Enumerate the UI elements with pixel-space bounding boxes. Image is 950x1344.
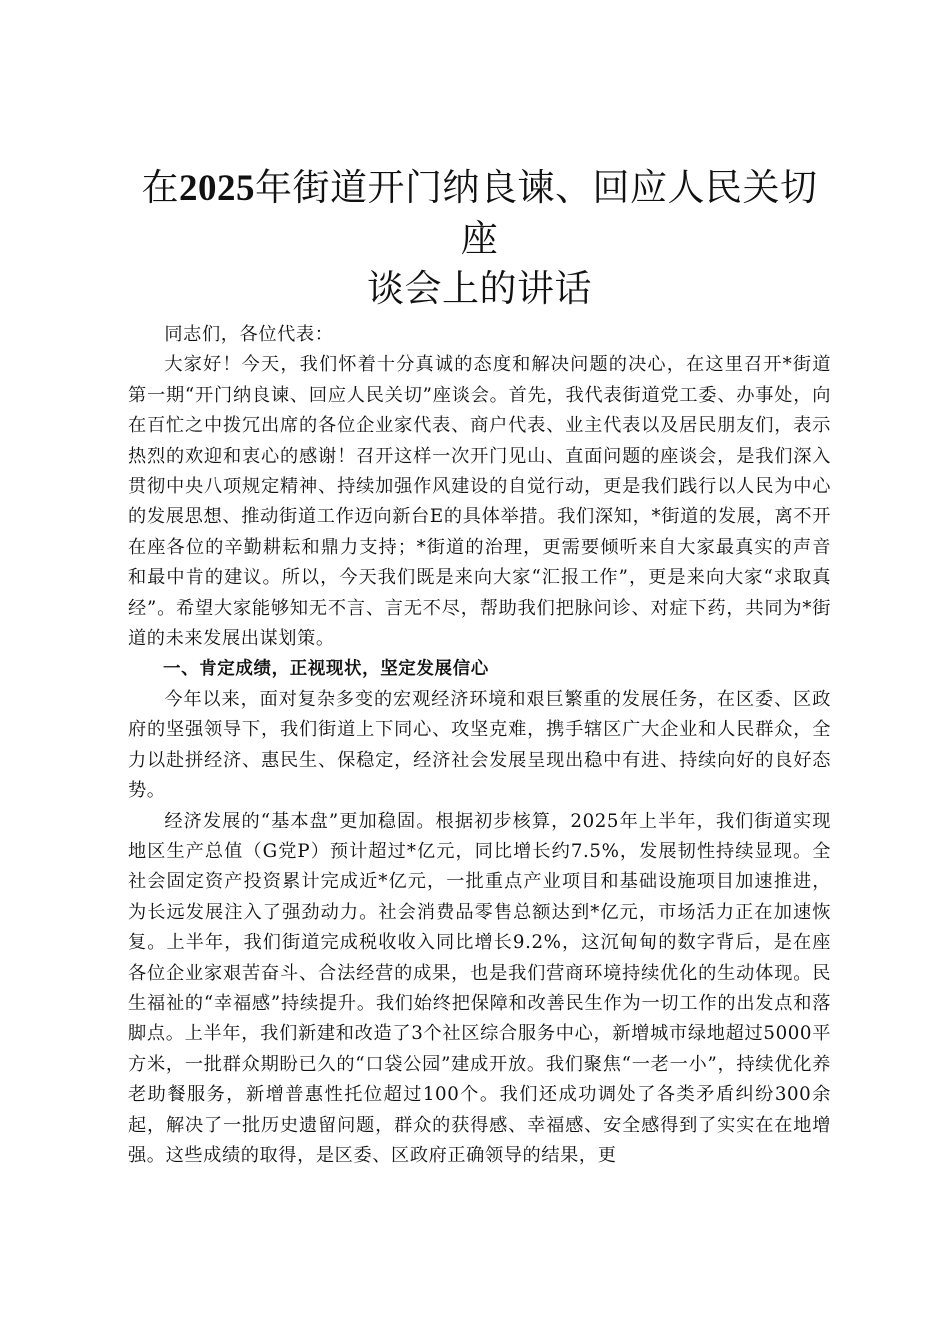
title-prefix: 在 bbox=[141, 166, 179, 209]
title-line1-rest: 年街道开门纳良谏、回应人民关切座 bbox=[255, 166, 818, 260]
greeting: 同志们，各位代表： bbox=[164, 324, 334, 345]
title-line2: 谈会上的讲话 bbox=[367, 267, 592, 310]
title-year: 2025 bbox=[179, 168, 255, 209]
section-paragraph-1: 今年以来，面对复杂多变的宏观经济环境和艰巨繁重的发展任务，在区委、区政府的坚强领导下，我们街道上下同心、攻坚克难，携手辖区广大企业和人民群众，全力以赴拼经济、惠民生、保稳定，经济社会发展呈现出稳中有进、持续向好的良好态势。 bbox=[128, 688, 831, 802]
document-title bbox=[128, 163, 831, 314]
section-paragraph-2: 经济发展的“基本盘”更加稳固。根据初步核算，2025年上半年，我们街道实现地区生产总值（G党P）预计超过*亿元，同比增长约7.5%，发展韧性持续显现。全社会固定资产投资累计完成近*亿元，一批重点产业项目和基础设施项目加速推进，为长远发展注入了强劲动力。社会消费品零售总额达到*亿元，市场活力正在加速恢复。上半年，我们街道完成税收收入同比增长9.2%，这沉甸甸的数字背后，是在座各位企业家艰苦奋斗、合法经营的成果，也是我们营商环境持续优化的生动体现。民生福祉的“幸福感”持续提升。我们始终把保障和改善民生作为一切工作的出发点和落脚点。上半年，我们新建和改造了3个社区综合服务中心，新增城市绿地超过5000平方米，一批群众期盼已久的“口袋公园”建成开放。我们聚焦“一老一小”，持续优化养老助餐服务，新增普惠性托位超过100个。我们还成功调处了各类矛盾纠纷300余起，解决了一批历史遗留问题，群众的获得感、幸福感、安全感得到了实实在在地增强。这些成绩的取得，是区委、区政府正确领导的结果，更 bbox=[128, 810, 831, 1166]
opening-paragraph: 大家好！今天，我们怀着十分真诚的态度和解决问题的决心，在这里召开*街道第一期“开门纳良谏、回应人民关切”座谈会。首先，我代表街道党工委、办事处，向在百忙之中拨冗出席的各位企业家代表、商户代表、业主代表以及居民朋友们，表示热烈的欢迎和衷心的感谢！召开这样一次开门见山、直面问题的座谈会，是我们深入贯彻中央八项规定精神、持续加强作风建设的自觉行动，更是我们践行以人民为中心的发展思想、推动街道工作迈向新台E的具体举措。我们深知，*街道的发展，离不开在座各位的辛勤耕耘和鼎力支持；*街道的治理，更需要倾听来自大家最真实的声音和最中肯的建议。所以，今天我们既是来向大家“汇报工作”，更是来向大家“求取真经”。希望大家能够知无不言、言无不尽，帮助我们把脉问诊、对症下药，共同为*街道的未来发展出谋划策。 bbox=[128, 354, 831, 650]
document-page bbox=[128, 163, 831, 1171]
section-heading: 一、肯定成绩，正视现状，坚定发展信心 bbox=[163, 659, 489, 680]
